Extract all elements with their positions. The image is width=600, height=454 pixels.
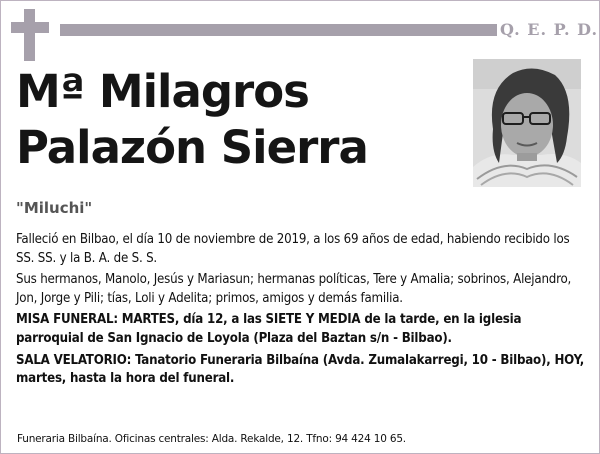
family-list: Sus hermanos, Manolo, Jesús y Mariasun; hermanas políticas, Tere y Amalia; sobrinos, Alejandro, Jon, Jorge y Pili; tías, Loli y Adelita; primos, amigos y demás familia. <box>16 272 572 306</box>
cross-icon-horizontal <box>11 22 49 33</box>
portrait-image <box>473 59 581 187</box>
deceased-name <box>16 64 368 176</box>
notice-body <box>16 231 586 392</box>
funeral-mass-info: MISA FUNERAL: MARTES, día 12, a las SIETE Y MEDIA de la tarde, en la iglesia parroquial de San Ignacio de Loyola (Plaza del Baztan s/n - Bilbao). <box>16 312 522 346</box>
nickname: "Miluchi" <box>16 199 93 217</box>
name-line-2: Palazón Sierra <box>16 121 368 174</box>
name-line-1: Mª Milagros <box>16 65 309 118</box>
qepd-label: Q. E. P. D. <box>500 20 599 39</box>
funeral-home-footer: Funeraria Bilbaína. Oficinas centrales: Alda. Rekalde, 12. Tfno: 94 424 10 65. <box>17 433 406 445</box>
wake-room-info: SALA VELATORIO: Tanatorio Funeraria Bilbaína (Avda. Zumalakarregi, 10 - Bilbao), HOY, martes, hasta la hora del funeral. <box>16 352 585 387</box>
header-rule <box>60 24 497 36</box>
death-statement: Falleció en Bilbao, el día 10 de noviembre de 2019, a los 69 años de edad, habiendo recibido los SS. SS. y la B. A. de S. S. <box>16 232 570 266</box>
cross-icon-vertical <box>24 9 35 61</box>
portrait-photo <box>473 59 581 187</box>
